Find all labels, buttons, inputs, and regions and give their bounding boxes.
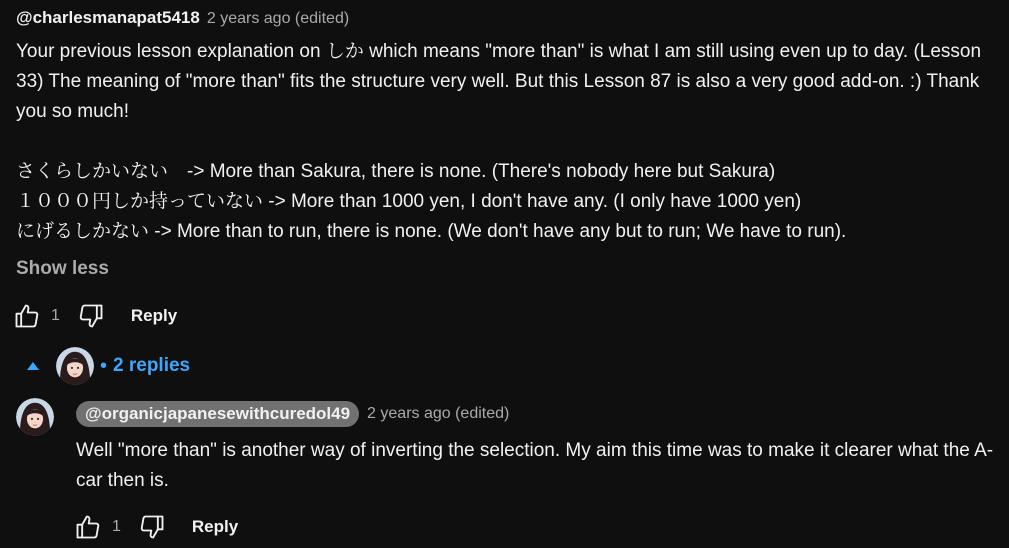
thumbs-down-icon bbox=[77, 302, 105, 330]
show-less-button[interactable]: Show less bbox=[16, 258, 109, 279]
reply-text: Well "more than" is another way of inverting the selection. My aim this time was to make it clearer what the A-car then is. bbox=[76, 440, 994, 491]
comment-timestamp[interactable]: 2 years ago (edited) bbox=[206, 10, 350, 27]
comment-author[interactable]: @charlesmanapat5418 bbox=[16, 8, 200, 27]
thumbs-up-icon bbox=[13, 302, 41, 330]
dislike-button[interactable] bbox=[137, 512, 167, 542]
thumbs-down-icon bbox=[138, 513, 166, 541]
like-button[interactable] bbox=[73, 512, 103, 542]
comment-line: にげるしかない -> More than to run, there is none. (We don't have any but to run; We have to run). bbox=[16, 221, 847, 242]
reply-author[interactable]: @organicjapanesewithcuredol49 bbox=[76, 401, 359, 427]
dislike-button[interactable] bbox=[76, 301, 106, 331]
reply-body bbox=[76, 436, 996, 496]
comment-actions bbox=[12, 301, 177, 331]
avatar bbox=[56, 347, 94, 385]
caret-up-icon bbox=[22, 355, 44, 377]
replies-count-label[interactable]: 2 replies bbox=[113, 355, 191, 376]
comment-line: さくらしかいない -> More than Sakura, there is none. (There's nobody here but Sakura) bbox=[16, 161, 776, 182]
comment bbox=[16, 8, 996, 247]
like-count: 1 bbox=[51, 307, 60, 324]
comment-meta bbox=[16, 8, 996, 32]
reply-timestamp[interactable]: 2 years ago (edited) bbox=[367, 405, 510, 422]
reply-button[interactable]: Reply bbox=[191, 517, 239, 536]
like-button[interactable] bbox=[12, 301, 42, 331]
like-count: 1 bbox=[112, 518, 121, 535]
comment-body bbox=[16, 37, 996, 247]
comment-line: １０００円しか持っていない -> More than 1000 yen, I don't have any. (I only have 1000 yen) bbox=[16, 191, 802, 212]
reply-meta bbox=[76, 401, 509, 427]
reply-button[interactable]: Reply bbox=[130, 306, 178, 325]
reply-avatar[interactable] bbox=[16, 398, 54, 436]
separator-dot: • bbox=[100, 354, 108, 377]
replies-toggle[interactable] bbox=[22, 347, 190, 385]
paragraph-gap bbox=[16, 127, 996, 157]
reply-actions bbox=[73, 512, 238, 542]
comment-paragraph: Your previous lesson explanation on しか which means "more than" is what I am still using even up to day. (Lesson 33) The meaning of "more than" fits the structure very well. But this Lesson 87 is also a very good add-on. :) Thank you so much! bbox=[16, 41, 982, 122]
thumbs-up-icon bbox=[74, 513, 102, 541]
